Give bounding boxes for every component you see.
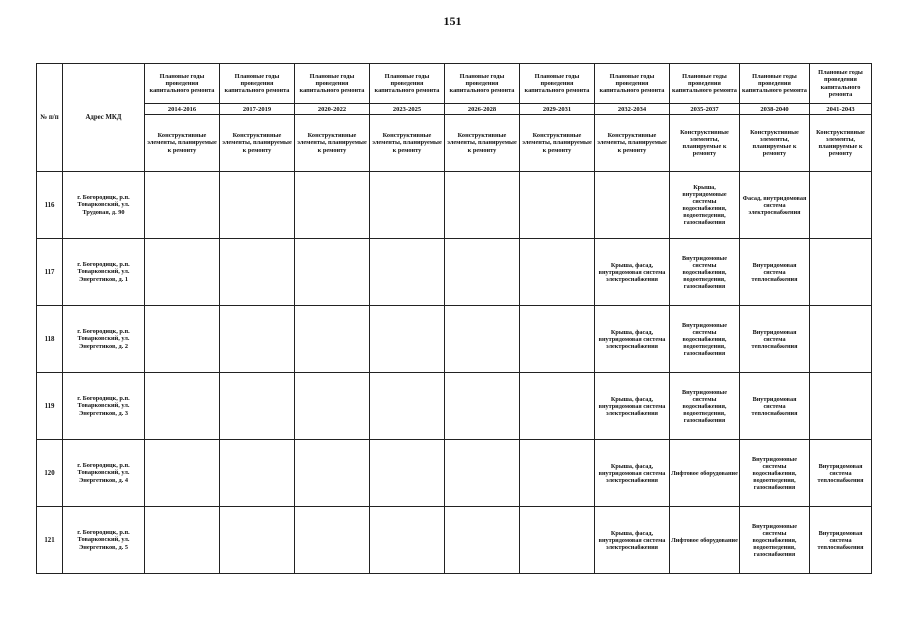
repair-elements-cell: Внутридомовые системы водоснабжения, водоотведения, газоснабжения [670,373,740,440]
repair-elements-cell [520,172,595,239]
table-row [37,172,872,239]
repair-elements-cell: Крыша, фасад, внутридомовая система электроснабжения [595,239,670,306]
period-years-header: 2020-2022 [295,104,370,115]
repair-elements-cell [370,507,445,574]
repair-elements-cell [520,440,595,507]
repair-elements-cell [445,306,520,373]
table-body [37,172,872,574]
row-address: г. Богородицк, р.п. Товарковский, ул. Энергетиков, д. 3 [63,373,145,440]
header-row-elements [37,115,872,172]
repair-elements-cell [370,306,445,373]
row-number: 119 [37,373,63,440]
row-address: г. Богородицк, р.п. Товарковский, ул. Трудовая, д. 90 [63,172,145,239]
row-address: г. Богородицк, р.п. Товарковский, ул. Энергетиков, д. 4 [63,440,145,507]
repair-elements-cell: Внутридомовые системы водоснабжения, водоотведения, газоснабжения [670,239,740,306]
row-number: 121 [37,507,63,574]
repair-plan-table [36,63,872,574]
repair-elements-cell [220,172,295,239]
repair-elements-cell: Крыша, фасад, внутридомовая система электроснабжения [595,507,670,574]
repair-elements-cell: Внутридомовая система теплоснабжения [740,306,810,373]
period-years-header: 2038-2040 [740,104,810,115]
repair-elements-cell [220,373,295,440]
period-title-header: Плановые годы проведения капитального ремонта [595,64,670,104]
period-title-header: Плановые годы проведения капитального ремонта [670,64,740,104]
repair-elements-cell [445,373,520,440]
repair-elements-cell [595,172,670,239]
repair-elements-cell: Внутридомовая система теплоснабжения [740,239,810,306]
repair-elements-cell [520,306,595,373]
table-row [37,440,872,507]
period-years-header: 2017-2019 [220,104,295,115]
repair-elements-cell: Лифтовое оборудование [670,507,740,574]
period-elements-header: Конструктивные элементы, планируемые к ремонту [295,115,370,172]
repair-elements-cell [220,440,295,507]
row-number: 116 [37,172,63,239]
table-row [37,239,872,306]
repair-elements-cell [145,440,220,507]
repair-elements-cell [295,507,370,574]
repair-elements-cell: Внутридомовая система теплоснабжения [740,373,810,440]
period-years-header: 2035-2037 [670,104,740,115]
period-years-header: 2014-2016 [145,104,220,115]
repair-elements-cell: Крыша, фасад, внутридомовая система электроснабжения [595,440,670,507]
table-row [37,373,872,440]
repair-elements-cell [445,507,520,574]
repair-elements-cell [370,172,445,239]
repair-elements-cell [295,440,370,507]
repair-elements-cell [810,172,872,239]
period-elements-header: Конструктивные элементы, планируемые к ремонту [220,115,295,172]
page-number: 151 [443,14,462,28]
repair-elements-cell [810,373,872,440]
table-row [37,507,872,574]
row-number: 117 [37,239,63,306]
period-title-header: Плановые годы проведения капитального ремонта [520,64,595,104]
repair-elements-cell [295,239,370,306]
repair-elements-cell [295,306,370,373]
period-title-header: Плановые годы проведения капитального ремонта [445,64,520,104]
repair-elements-cell [220,507,295,574]
period-elements-header: Конструктивные элементы, планируемые к ремонту [740,115,810,172]
repair-elements-cell [295,172,370,239]
repair-elements-cell [810,239,872,306]
row-number: 118 [37,306,63,373]
repair-elements-cell [145,172,220,239]
column-header-number: № п/п [37,64,63,172]
repair-elements-cell [520,507,595,574]
period-elements-header: Конструктивные элементы, планируемые к ремонту [370,115,445,172]
repair-elements-cell: Фасад, внутридомовая система электроснабжения [740,172,810,239]
table-row [37,306,872,373]
repair-elements-cell [445,172,520,239]
period-title-header: Плановые годы проведения капитального ремонта [370,64,445,104]
period-years-header: 2041-2043 [810,104,872,115]
repair-elements-cell [370,239,445,306]
repair-elements-cell: Внутридомовые системы водоснабжения, водоотведения, газоснабжения [740,440,810,507]
header-row-titles [37,64,872,104]
period-elements-header: Конструктивные элементы, планируемые к ремонту [810,115,872,172]
repair-elements-cell [810,306,872,373]
repair-elements-cell: Внутридомовые системы водоснабжения, водоотведения, газоснабжения [670,306,740,373]
period-years-header: 2026-2028 [445,104,520,115]
repair-elements-cell [520,239,595,306]
repair-elements-cell: Крыша, внутридомовые системы водоснабжения, водоотведения, газоснабжения [670,172,740,239]
repair-elements-cell: Внутридомовая система теплоснабжения [810,440,872,507]
period-elements-header: Конструктивные элементы, планируемые к ремонту [670,115,740,172]
column-header-address: Адрес МКД [63,64,145,172]
repair-elements-cell [220,239,295,306]
period-years-header: 2029-2031 [520,104,595,115]
header-row-years [37,104,872,115]
repair-elements-cell: Внутридомовая система теплоснабжения [810,507,872,574]
period-elements-header: Конструктивные элементы, планируемые к ремонту [595,115,670,172]
row-number: 120 [37,440,63,507]
period-title-header: Плановые годы проведения капитального ремонта [295,64,370,104]
repair-elements-cell [520,373,595,440]
repair-elements-cell: Внутридомовые системы водоснабжения, водоотведения, газоснабжения [740,507,810,574]
repair-elements-cell [370,373,445,440]
repair-elements-cell: Крыша, фасад, внутридомовая система электроснабжения [595,306,670,373]
row-address: г. Богородицк, р.п. Товарковский, ул. Энергетиков, д. 1 [63,239,145,306]
period-title-header: Плановые годы проведения капитального ремонта [220,64,295,104]
repair-elements-cell [445,440,520,507]
repair-elements-cell: Лифтовое оборудование [670,440,740,507]
period-title-header: Плановые годы проведения капитального ремонта [740,64,810,104]
repair-elements-cell [445,239,520,306]
row-address: г. Богородицк, р.п. Товарковский, ул. Энергетиков, д. 5 [63,507,145,574]
repair-elements-cell [145,306,220,373]
period-elements-header: Конструктивные элементы, планируемые к ремонту [445,115,520,172]
period-elements-header: Конструктивные элементы, планируемые к ремонту [145,115,220,172]
period-years-header: 2023-2025 [370,104,445,115]
period-years-header: 2032-2034 [595,104,670,115]
period-title-header: Плановые годы проведения капитального ремонта [810,64,872,104]
period-title-header: Плановые годы проведения капитального ремонта [145,64,220,104]
repair-elements-cell [145,239,220,306]
repair-elements-cell [295,373,370,440]
repair-elements-cell [220,306,295,373]
period-elements-header: Конструктивные элементы, планируемые к ремонту [520,115,595,172]
repair-elements-cell [145,507,220,574]
repair-elements-cell [145,373,220,440]
repair-elements-cell [370,440,445,507]
row-address: г. Богородицк, р.п. Товарковский, ул. Энергетиков, д. 2 [63,306,145,373]
repair-elements-cell: Крыша, фасад, внутридомовая система электроснабжения [595,373,670,440]
